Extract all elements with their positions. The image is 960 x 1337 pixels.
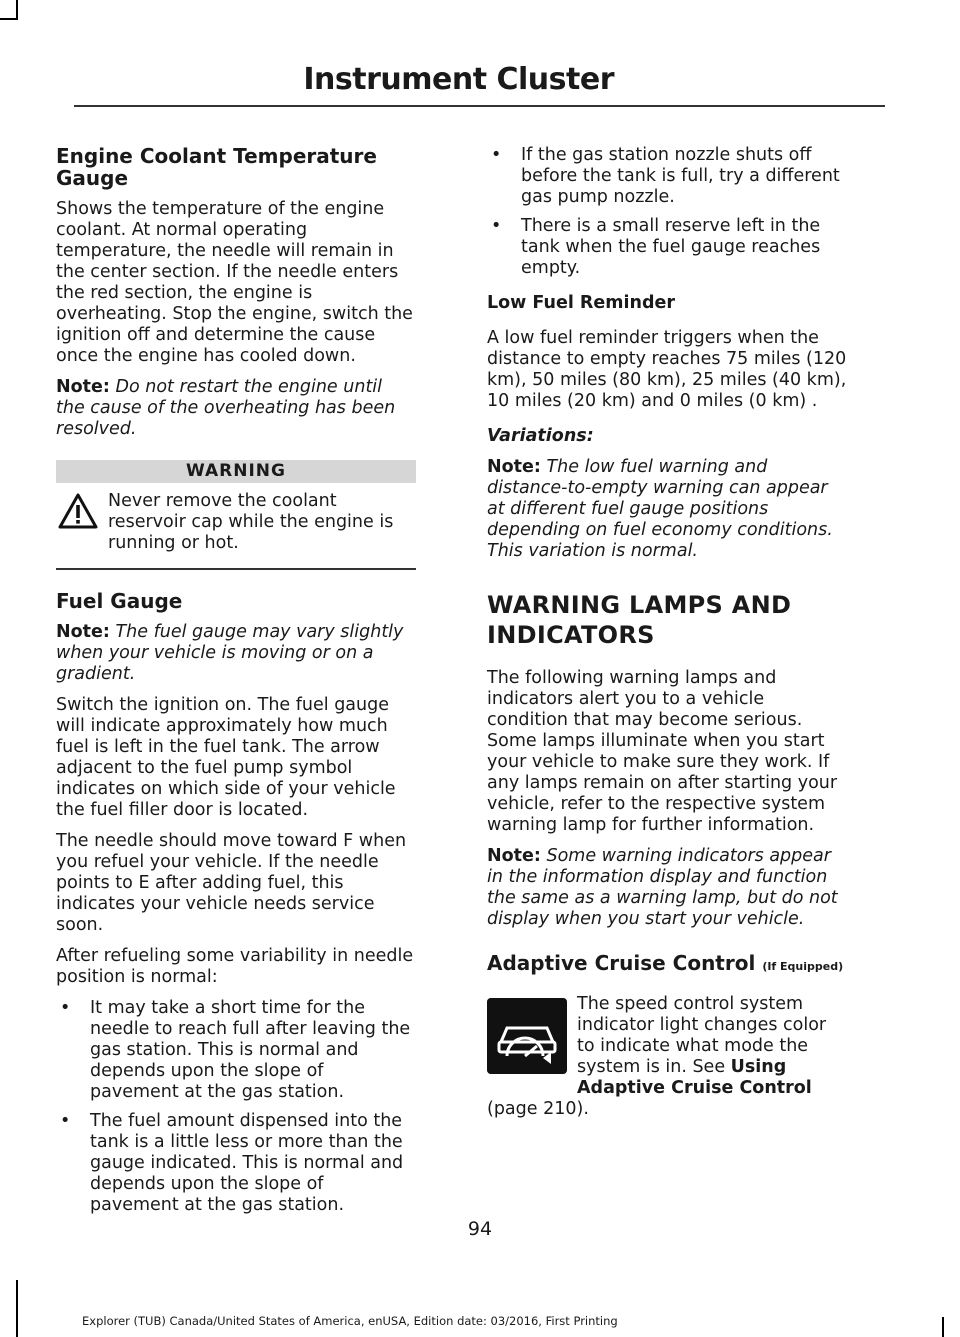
- warning-triangle-icon: [58, 493, 98, 529]
- note-text: The fuel gauge may vary slightly when your vehicle is moving or on a gradient.: [56, 622, 404, 684]
- warning-text: Never remove the coolant reservoir cap while the engine is running or hot.: [108, 491, 394, 553]
- left-column: [56, 145, 416, 1226]
- note-text: The low fuel warning and distance-to-empty warning can appear at different fuel gauge positions depending on fuel economy conditions. This variation is normal.: [487, 457, 833, 561]
- adaptive-cruise-control-icon: [487, 998, 567, 1074]
- edition-footer: Explorer (TUB) Canada/United States of America, enUSA, Edition date: 03/2016, First Printing: [82, 1314, 618, 1328]
- note-label: Note:: [487, 457, 541, 477]
- fuel-bullet-list: [56, 998, 416, 1216]
- lamps-text: The following warning lamps and indicators alert you to a vehicle condition that may become serious. Some lamps illuminate when you start your vehicle to make sure they work. If any lamps remain on after starting your vehicle, refer to the respective system warning lamp for further information.: [487, 668, 838, 835]
- note-label: Note:: [56, 622, 110, 642]
- page-number: 94: [467, 1218, 493, 1240]
- acc-equipped: (If Equipped): [762, 960, 844, 973]
- acc-block: [487, 994, 847, 1120]
- header-divider: [74, 105, 885, 107]
- right-column: [487, 145, 847, 1130]
- note-label: Note:: [56, 377, 110, 397]
- fuel-paragraph-1: Switch the ignition on. The fuel gauge will indicate approximately how much fuel is left in the fuel tank. The arrow adjacent to the fuel pump symbol indicates on which side of your vehicle the fuel filler door is located.: [56, 695, 396, 820]
- note-text: Do not restart the engine until the cause of the overheating has been resolved.: [56, 377, 396, 439]
- acc-description: The speed control system indicator light changes color to indicate what mode the system is in. See: [577, 994, 827, 1077]
- lamps-note: [487, 846, 847, 930]
- list-item: • There is a small reserve left in the tank when the fuel gauge reaches empty.: [487, 216, 847, 279]
- fuel-gauge-heading: Fuel Gauge: [56, 589, 183, 613]
- variations-note: [487, 457, 847, 562]
- variations-label: Variations:: [487, 426, 594, 446]
- fuel-paragraph-3: After refueling some variability in needle position is normal:: [56, 946, 414, 987]
- fuel-bullet-list-continued: [487, 145, 847, 279]
- crop-mark-bottom-right: [942, 1317, 944, 1337]
- low-fuel-text: A low fuel reminder triggers when the distance to empty reaches 75 miles (120 km), 50 miles (80 km), 25 miles (40 km), 10 miles (20 km) and 0 miles (0 km) .: [487, 328, 847, 411]
- acc-page-ref: (page 210).: [487, 1099, 589, 1119]
- acc-link[interactable]: Using Adaptive Cruise Control: [577, 1057, 812, 1098]
- section-heading-line-2: INDICATORS: [487, 621, 655, 649]
- crop-mark-top-left: [16, 0, 18, 20]
- list-item: • It may take a short time for the needle to reach full after leaving the gas station. This is normal and depends upon the slope of pavement at the gas station.: [56, 998, 416, 1103]
- list-item: • The fuel amount dispensed into the tank is a little less or more than the gauge indicated. This is normal and depends upon the slope of pavement at the gas station.: [56, 1111, 416, 1216]
- coolant-note: [56, 377, 416, 440]
- crop-mark-bottom-left: [16, 1280, 18, 1337]
- note-text: Some warning indicators appear in the information display and function the same as a warning lamp, but do not display when you start your vehicle.: [487, 846, 838, 929]
- page-title: Instrument Cluster: [303, 62, 614, 97]
- crop-mark-top-left-h: [0, 18, 18, 20]
- section-heading: [487, 590, 847, 650]
- fuel-paragraph-2: The needle should move toward F when you refuel your vehicle. If the needle points to E after adding fuel, this indicates your vehicle needs service soon.: [56, 831, 407, 935]
- coolant-text: Shows the temperature of the engine coolant. At normal operating temperature, the needle will remain in the center section. If the needle enters the red section, the engine is overheating. Stop the engine, switch the ignition off and determine the cause once the engine has cooled down.: [56, 199, 413, 366]
- acc-heading-text: Adaptive Cruise Control: [487, 951, 756, 975]
- warning-header: WARNING: [56, 460, 416, 483]
- fuel-note: [56, 622, 416, 685]
- low-fuel-heading: Low Fuel Reminder: [487, 293, 675, 313]
- coolant-heading: Engine Coolant Temperature Gauge: [56, 144, 377, 190]
- acc-heading: [487, 952, 847, 978]
- note-label: Note:: [487, 846, 541, 866]
- list-item: • If the gas station nozzle shuts off before the tank is full, try a different gas pump nozzle.: [487, 145, 847, 208]
- section-heading-line-1: WARNING LAMPS AND: [487, 591, 792, 619]
- warning-box: [56, 483, 416, 570]
